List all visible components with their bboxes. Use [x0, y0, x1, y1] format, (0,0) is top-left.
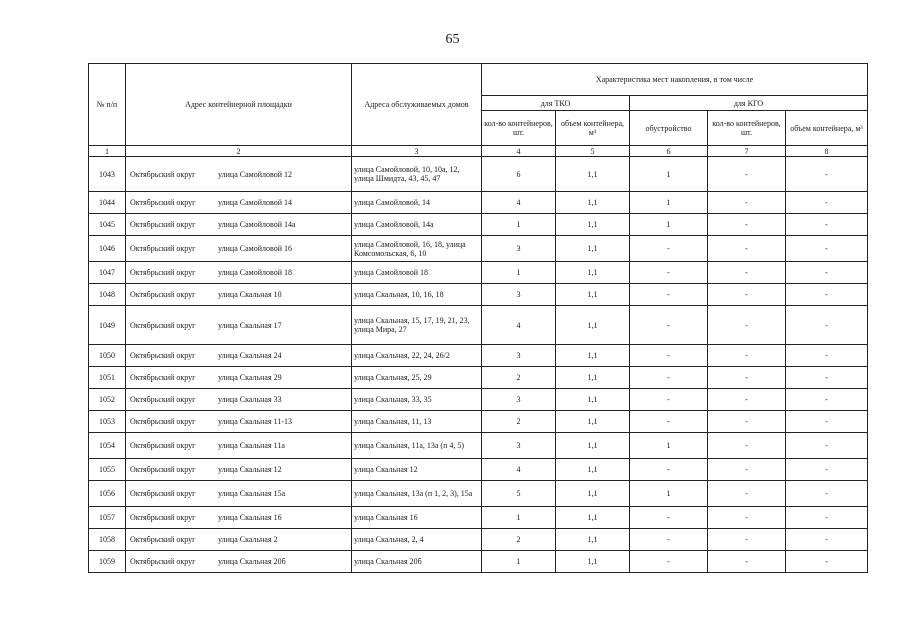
column-number: 2 — [126, 146, 352, 157]
table-row — [89, 306, 868, 345]
kgo-count: - — [708, 389, 786, 411]
kgo-equipment: 1 — [630, 157, 708, 192]
kgo-volume: - — [786, 367, 868, 389]
served-addresses: улица Скальная, 13а (п 1, 2, 3), 15а — [352, 481, 482, 507]
tko-volume: 1,1 — [556, 433, 630, 459]
kgo-volume: - — [786, 262, 868, 284]
row-number: 1053 — [89, 411, 126, 433]
tko-count: 1 — [482, 262, 556, 284]
column-number: 5 — [556, 146, 630, 157]
container-address-cell — [126, 433, 352, 459]
district-name: Октябрьский округ — [130, 557, 196, 566]
tko-volume: 1,1 — [556, 214, 630, 236]
served-addresses: улица Скальная, 10, 16, 18 — [352, 284, 482, 306]
tko-volume: 1,1 — [556, 284, 630, 306]
container-street: улица Самойловой 14а — [218, 220, 296, 229]
district-name: Октябрьский округ — [130, 290, 196, 299]
table-row — [89, 507, 868, 529]
row-number: 1049 — [89, 306, 126, 345]
kgo-equipment: - — [630, 236, 708, 262]
kgo-equipment: - — [630, 389, 708, 411]
container-street: улица Скальная 12 — [218, 465, 282, 474]
kgo-equipment: - — [630, 459, 708, 481]
kgo-volume: - — [786, 529, 868, 551]
row-number: 1054 — [89, 433, 126, 459]
container-address-cell — [126, 236, 352, 262]
table-row — [89, 367, 868, 389]
kgo-equipment: - — [630, 306, 708, 345]
kgo-volume: - — [786, 481, 868, 507]
tko-count: 1 — [482, 214, 556, 236]
served-addresses: улица Скальная, 25, 29 — [352, 367, 482, 389]
header-characteristics: Характеристика мест накопления, в том числе — [482, 64, 868, 96]
table-row — [89, 262, 868, 284]
served-addresses: улица Самойловой 18 — [352, 262, 482, 284]
kgo-count: - — [708, 262, 786, 284]
tko-volume: 1,1 — [556, 157, 630, 192]
page-number: 65 — [445, 32, 460, 47]
district-name: Октябрьский округ — [130, 198, 196, 207]
row-number: 1056 — [89, 481, 126, 507]
container-address-cell — [126, 192, 352, 214]
district-name: Октябрьский округ — [130, 489, 196, 498]
kgo-count: - — [708, 507, 786, 529]
served-addresses: улица Самойловой, 10, 10а, 12, улица Шмидта, 43, 45, 47 — [352, 157, 482, 192]
tko-volume: 1,1 — [556, 459, 630, 481]
tko-count: 3 — [482, 236, 556, 262]
container-address-cell — [126, 389, 352, 411]
tko-volume: 1,1 — [556, 481, 630, 507]
container-street: улица Самойловой 14 — [218, 198, 292, 207]
row-number: 1045 — [89, 214, 126, 236]
kgo-volume: - — [786, 459, 868, 481]
tko-count: 4 — [482, 306, 556, 345]
tko-volume: 1,1 — [556, 411, 630, 433]
container-address-cell — [126, 284, 352, 306]
tko-count: 2 — [482, 411, 556, 433]
kgo-equipment: - — [630, 507, 708, 529]
row-number: 1043 — [89, 157, 126, 192]
kgo-volume: - — [786, 507, 868, 529]
kgo-volume: - — [786, 284, 868, 306]
kgo-equipment: - — [630, 551, 708, 573]
table-row — [89, 481, 868, 507]
container-address-cell — [126, 459, 352, 481]
header-container-address: Адрес контейнерной площадки — [126, 64, 352, 146]
kgo-volume: - — [786, 157, 868, 192]
tko-count: 2 — [482, 529, 556, 551]
container-street: улица Самойловой 16 — [218, 244, 292, 253]
header-tko-volume: объем контейнера, м³ — [556, 111, 630, 146]
tko-count: 6 — [482, 157, 556, 192]
served-addresses: улица Скальная, 2, 4 — [352, 529, 482, 551]
kgo-volume: - — [786, 551, 868, 573]
served-addresses: улица Самойловой, 16, 18, улица Комсомольская, 6, 10 — [352, 236, 482, 262]
container-street: улица Скальная 11а — [218, 441, 285, 450]
header-group-tko: для ТКО — [482, 96, 630, 111]
served-addresses: улица Скальная, 11а, 13а (п 4, 5) — [352, 433, 482, 459]
district-name: Октябрьский округ — [130, 220, 196, 229]
tko-volume: 1,1 — [556, 507, 630, 529]
row-number: 1046 — [89, 236, 126, 262]
kgo-equipment: - — [630, 367, 708, 389]
kgo-count: - — [708, 481, 786, 507]
table-row — [89, 284, 868, 306]
tko-volume: 1,1 — [556, 306, 630, 345]
tko-volume: 1,1 — [556, 236, 630, 262]
kgo-volume: - — [786, 433, 868, 459]
kgo-volume: - — [786, 236, 868, 262]
kgo-count: - — [708, 433, 786, 459]
row-number: 1057 — [89, 507, 126, 529]
district-name: Октябрьский округ — [130, 320, 196, 330]
column-number: 8 — [786, 146, 868, 157]
column-number: 7 — [708, 146, 786, 157]
container-address-cell — [126, 157, 352, 192]
table-row — [89, 551, 868, 573]
container-address-cell — [126, 507, 352, 529]
table-row — [89, 411, 868, 433]
row-number: 1044 — [89, 192, 126, 214]
district-name: Октябрьский округ — [130, 351, 196, 360]
container-street: улица Скальная 33 — [218, 395, 282, 404]
row-number: 1050 — [89, 345, 126, 367]
container-street: улица Скальная 11-13 — [218, 417, 292, 426]
container-address-cell — [126, 481, 352, 507]
tko-count: 2 — [482, 367, 556, 389]
kgo-equipment: 1 — [630, 192, 708, 214]
kgo-count: - — [708, 367, 786, 389]
header-number: № п/п — [89, 64, 126, 146]
container-sites-table — [88, 63, 868, 573]
served-addresses: улица Самойловой, 14 — [352, 192, 482, 214]
kgo-volume: - — [786, 411, 868, 433]
container-address-cell — [126, 345, 352, 367]
district-name: Октябрьский округ — [130, 441, 196, 450]
container-address-cell — [126, 411, 352, 433]
container-address-cell — [126, 262, 352, 284]
kgo-equipment: - — [630, 262, 708, 284]
container-street: улица Самойловой 18 — [218, 268, 292, 277]
table-row — [89, 236, 868, 262]
district-name: Октябрьский округ — [130, 513, 196, 522]
container-address-cell — [126, 306, 352, 345]
container-street: улица Скальная 2 — [218, 535, 278, 544]
header-group-kgo: для КГО — [630, 96, 868, 111]
header-tko-count: кол-во контейнеров, шт. — [482, 111, 556, 146]
tko-count: 3 — [482, 389, 556, 411]
kgo-count: - — [708, 214, 786, 236]
container-address-cell — [126, 529, 352, 551]
row-number: 1051 — [89, 367, 126, 389]
kgo-equipment: - — [630, 529, 708, 551]
district-name: Октябрьский округ — [130, 417, 196, 426]
served-addresses: улица Скальная, 15, 17, 19, 21, 23, улица Мира, 27 — [352, 306, 482, 345]
served-addresses: улица Скальная, 22, 24, 26/2 — [352, 345, 482, 367]
kgo-volume: - — [786, 214, 868, 236]
container-address-cell — [126, 551, 352, 573]
row-number: 1052 — [89, 389, 126, 411]
kgo-count: - — [708, 459, 786, 481]
tko-volume: 1,1 — [556, 192, 630, 214]
table-row — [89, 192, 868, 214]
table-row — [89, 433, 868, 459]
kgo-count: - — [708, 236, 786, 262]
served-addresses: улица Скальная, 33, 35 — [352, 389, 482, 411]
tko-count: 4 — [482, 459, 556, 481]
container-street: улица Скальная 16 — [218, 513, 282, 522]
container-street: улица Скальная 15а — [218, 489, 286, 498]
kgo-count: - — [708, 529, 786, 551]
district-name: Октябрьский округ — [130, 465, 196, 474]
district-name: Октябрьский округ — [130, 268, 196, 277]
tko-count: 1 — [482, 551, 556, 573]
row-number: 1048 — [89, 284, 126, 306]
row-number: 1047 — [89, 262, 126, 284]
header-kgo-equipment: обустройство — [630, 111, 708, 146]
tko-volume: 1,1 — [556, 262, 630, 284]
row-number: 1058 — [89, 529, 126, 551]
kgo-volume: - — [786, 306, 868, 345]
kgo-volume: - — [786, 389, 868, 411]
row-number: 1055 — [89, 459, 126, 481]
district-name: Октябрьский округ — [130, 373, 196, 382]
district-name: Октябрьский округ — [130, 244, 196, 253]
served-addresses: улица Скальная, 11, 13 — [352, 411, 482, 433]
row-number: 1059 — [89, 551, 126, 573]
kgo-equipment: - — [630, 345, 708, 367]
tko-count: 3 — [482, 284, 556, 306]
kgo-count: - — [708, 345, 786, 367]
tko-count: 4 — [482, 192, 556, 214]
kgo-equipment: - — [630, 284, 708, 306]
tko-count: 5 — [482, 481, 556, 507]
container-street: улица Скальная 10 — [218, 290, 282, 299]
kgo-count: - — [708, 284, 786, 306]
container-street: улица Скальная 17 — [218, 320, 282, 330]
kgo-count: - — [708, 306, 786, 345]
kgo-equipment: 1 — [630, 214, 708, 236]
kgo-volume: - — [786, 192, 868, 214]
container-street: улица Скальная 29 — [218, 373, 282, 382]
column-number: 4 — [482, 146, 556, 157]
header-kgo-volume: объем контейнера, м³ — [786, 111, 868, 146]
served-addresses: улица Скальная 12 — [352, 459, 482, 481]
served-addresses: улица Скальная 16 — [352, 507, 482, 529]
district-name: Октябрьский округ — [130, 395, 196, 404]
container-address-cell — [126, 367, 352, 389]
served-addresses: улица Скальная 20б — [352, 551, 482, 573]
kgo-count: - — [708, 192, 786, 214]
kgo-count: - — [708, 157, 786, 192]
table-row — [89, 157, 868, 192]
tko-count: 3 — [482, 433, 556, 459]
kgo-count: - — [708, 411, 786, 433]
kgo-count: - — [708, 551, 786, 573]
header-kgo-count: кол-во контейнеров, шт. — [708, 111, 786, 146]
kgo-equipment: 1 — [630, 433, 708, 459]
table-row — [89, 529, 868, 551]
kgo-equipment: 1 — [630, 481, 708, 507]
table-row — [89, 345, 868, 367]
container-address-cell — [126, 214, 352, 236]
tko-volume: 1,1 — [556, 367, 630, 389]
column-number: 6 — [630, 146, 708, 157]
table-row — [89, 214, 868, 236]
container-street: улица Скальная 20б — [218, 557, 286, 566]
table-row — [89, 459, 868, 481]
district-name: Октябрьский округ — [130, 535, 196, 544]
tko-count: 3 — [482, 345, 556, 367]
container-street: улица Скальная 24 — [218, 351, 282, 360]
tko-volume: 1,1 — [556, 389, 630, 411]
tko-volume: 1,1 — [556, 345, 630, 367]
kgo-volume: - — [786, 345, 868, 367]
table-row — [89, 389, 868, 411]
header-served-addresses: Адреса обслуживаемых домов — [352, 64, 482, 146]
kgo-equipment: - — [630, 411, 708, 433]
tko-count: 1 — [482, 507, 556, 529]
tko-volume: 1,1 — [556, 551, 630, 573]
served-addresses: улица Самойловой, 14а — [352, 214, 482, 236]
column-number: 1 — [89, 146, 126, 157]
column-number: 3 — [352, 146, 482, 157]
district-name: Октябрьский округ — [130, 169, 196, 179]
container-street: улица Самойловой 12 — [218, 169, 292, 179]
tko-volume: 1,1 — [556, 529, 630, 551]
